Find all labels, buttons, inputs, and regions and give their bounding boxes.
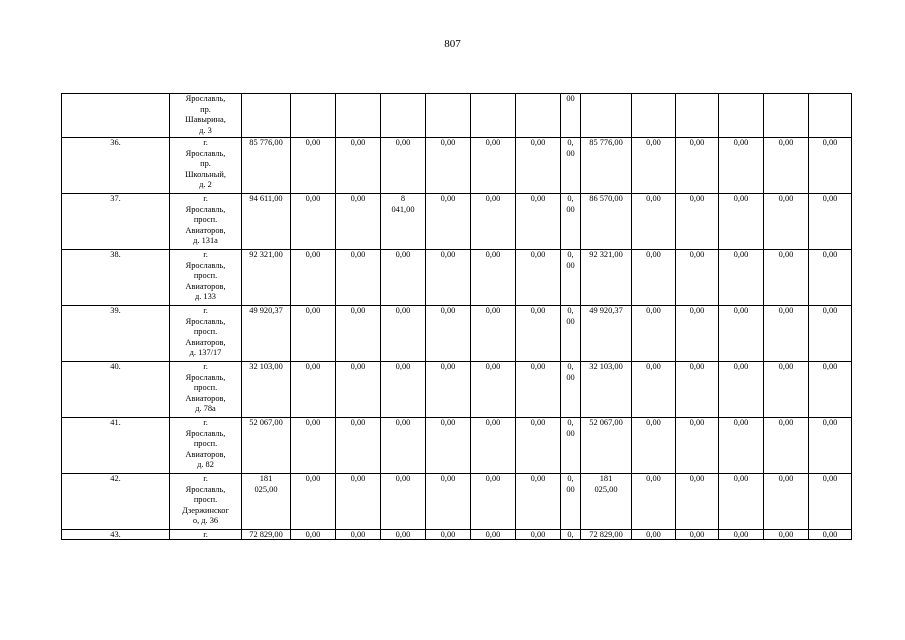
value-cell: 0, 00 [561,362,581,418]
value-cell [336,94,381,138]
value-cell: 0,00 [471,530,516,540]
value-cell: 0, 00 [561,250,581,306]
value-cell: 0,00 [426,418,471,474]
value-cell [426,94,471,138]
value-cell [291,94,336,138]
value-cell: 0,00 [516,306,561,362]
value-cell: 0,00 [516,362,561,418]
value-cell: 0,00 [632,250,676,306]
value-cell: 0,00 [381,474,426,530]
value-cell: 0,00 [381,530,426,540]
value-cell: 0,00 [381,306,426,362]
value-cell [676,94,719,138]
value-cell: 0,00 [764,194,809,250]
value-cell: 0, 00 [561,138,581,194]
value-cell: 0,00 [676,362,719,418]
value-cell: 0,00 [764,306,809,362]
value-cell: 0,00 [426,306,471,362]
value-cell [719,94,764,138]
row-number-cell: 36. [62,138,170,194]
value-cell: 0,00 [291,474,336,530]
value-cell: 0,00 [471,306,516,362]
value-cell: 0,00 [809,306,852,362]
value-cell: 0,00 [516,474,561,530]
value-cell: 92 321,00 [242,250,291,306]
value-cell: 0,00 [632,474,676,530]
address-cell: г. Ярославль, просп. Авиаторов, д. 137/17 [170,306,242,362]
value-cell: 0,00 [516,194,561,250]
value-cell: 0,00 [471,418,516,474]
value-cell: 0,00 [676,250,719,306]
value-cell: 0,00 [764,530,809,540]
value-cell: 0,00 [471,194,516,250]
address-cell: г. Ярославль, пр. Школьный, д. 2 [170,138,242,194]
value-cell: 85 776,00 [581,138,632,194]
value-cell: 0,00 [336,138,381,194]
value-cell: 0,00 [291,306,336,362]
value-cell: 0,00 [719,418,764,474]
value-cell: 0,00 [471,362,516,418]
page-number: 807 [444,38,461,50]
value-cell: 0,00 [381,138,426,194]
value-cell: 0,00 [426,362,471,418]
value-cell: 0,00 [719,530,764,540]
value-cell: 0,00 [764,418,809,474]
address-cell: Ярославль, пр. Шавырина, д. 3 [170,94,242,138]
value-cell: 0,00 [426,530,471,540]
value-cell [764,94,809,138]
row-number-cell: 40. [62,362,170,418]
value-cell [581,94,632,138]
value-cell: 0,00 [426,250,471,306]
address-cell: г. Ярославль, просп. Авиаторов, д. 133 [170,250,242,306]
value-cell: 0,00 [676,530,719,540]
address-cell: г. Ярославль, просп. Авиаторов, д. 131а [170,194,242,250]
value-cell: 0,00 [809,138,852,194]
value-cell: 0,00 [336,530,381,540]
value-cell [471,94,516,138]
table-row [62,362,852,418]
value-cell: 0,00 [291,194,336,250]
address-cell: г. [170,530,242,540]
value-cell: 0,00 [809,194,852,250]
value-cell: 92 321,00 [581,250,632,306]
value-cell: 0,00 [632,418,676,474]
row-number-cell: 38. [62,250,170,306]
value-cell: 0,00 [809,418,852,474]
value-cell: 0,00 [632,306,676,362]
value-cell: 0,00 [381,418,426,474]
value-cell: 0,00 [719,250,764,306]
table-row [62,474,852,530]
value-cell: 32 103,00 [242,362,291,418]
row-number-cell: 43. [62,530,170,540]
value-cell: 0,00 [336,418,381,474]
value-cell [381,94,426,138]
value-cell: 86 570,00 [581,194,632,250]
value-cell: 0,00 [381,250,426,306]
table-row [62,418,852,474]
table-row [62,94,852,138]
value-cell: 49 920,37 [581,306,632,362]
value-cell: 0,00 [336,362,381,418]
value-cell: 0,00 [632,530,676,540]
value-cell: 0,00 [291,530,336,540]
value-cell: 0,00 [426,138,471,194]
table-row [62,250,852,306]
value-cell: 0,00 [516,418,561,474]
value-cell: 0,00 [764,474,809,530]
value-cell: 0,00 [426,194,471,250]
value-cell: 0,00 [764,138,809,194]
value-cell: 0,00 [676,418,719,474]
value-cell: 49 920,37 [242,306,291,362]
value-cell: 0, 00 [561,474,581,530]
value-cell: 0,00 [809,474,852,530]
value-cell: 0,00 [471,250,516,306]
value-cell: 0,00 [809,530,852,540]
value-cell: 0,00 [719,138,764,194]
address-cell: г. Ярославль, просп. Авиаторов, д. 78а [170,362,242,418]
value-cell: 94 611,00 [242,194,291,250]
value-cell [516,94,561,138]
value-cell: 0,00 [471,474,516,530]
value-cell: 0,00 [291,418,336,474]
value-cell: 0,00 [764,362,809,418]
value-cell: 0,00 [719,362,764,418]
value-cell: 32 103,00 [581,362,632,418]
value-cell: 0,00 [632,362,676,418]
value-cell: 0,00 [632,138,676,194]
value-cell: 0,00 [719,194,764,250]
table-row [62,306,852,362]
row-number-cell: 39. [62,306,170,362]
value-cell: 0,00 [676,138,719,194]
value-cell [242,94,291,138]
value-cell: 0,00 [291,138,336,194]
value-cell: 0,00 [336,250,381,306]
table-row [62,138,852,194]
value-cell: 0, 00 [561,306,581,362]
value-cell: 8 041,00 [381,194,426,250]
value-cell: 0,00 [291,250,336,306]
value-cell: 0,00 [719,474,764,530]
value-cell: 0,00 [471,138,516,194]
value-cell [809,94,852,138]
value-cell: 0, 00 [561,194,581,250]
table-row [62,530,852,540]
value-cell: 0,00 [336,474,381,530]
value-cell: 0,00 [719,306,764,362]
value-cell: 0,00 [336,194,381,250]
row-number-cell: 42. [62,474,170,530]
row-number-cell: 37. [62,194,170,250]
value-cell: 0,00 [516,138,561,194]
address-cell: г. Ярославль, просп. Авиаторов, д. 82 [170,418,242,474]
value-cell: 72 829,00 [581,530,632,540]
value-cell: 0,00 [291,362,336,418]
value-cell: 52 067,00 [242,418,291,474]
value-cell: 0,00 [676,194,719,250]
row-number-cell: 41. [62,418,170,474]
value-cell: 0,00 [516,250,561,306]
value-cell: 0,00 [676,474,719,530]
value-cell: 0,00 [516,530,561,540]
value-cell: 0,00 [426,474,471,530]
value-cell: 00 [561,94,581,138]
value-cell: 72 829,00 [242,530,291,540]
value-cell: 52 067,00 [581,418,632,474]
value-cell: 181 025,00 [581,474,632,530]
table-row [62,194,852,250]
value-cell: 0,00 [809,362,852,418]
address-cell: г. Ярославль, просп. Дзержинског о, д. 36 [170,474,242,530]
data-table [61,93,852,540]
value-cell: 181 025,00 [242,474,291,530]
value-cell: 0,00 [764,250,809,306]
value-cell: 0,00 [336,306,381,362]
value-cell: 0, [561,530,581,540]
value-cell: 85 776,00 [242,138,291,194]
value-cell: 0,00 [809,250,852,306]
value-cell: 0,00 [676,306,719,362]
row-number-cell [62,94,170,138]
value-cell [632,94,676,138]
value-cell: 0, 00 [561,418,581,474]
value-cell: 0,00 [381,362,426,418]
value-cell: 0,00 [632,194,676,250]
